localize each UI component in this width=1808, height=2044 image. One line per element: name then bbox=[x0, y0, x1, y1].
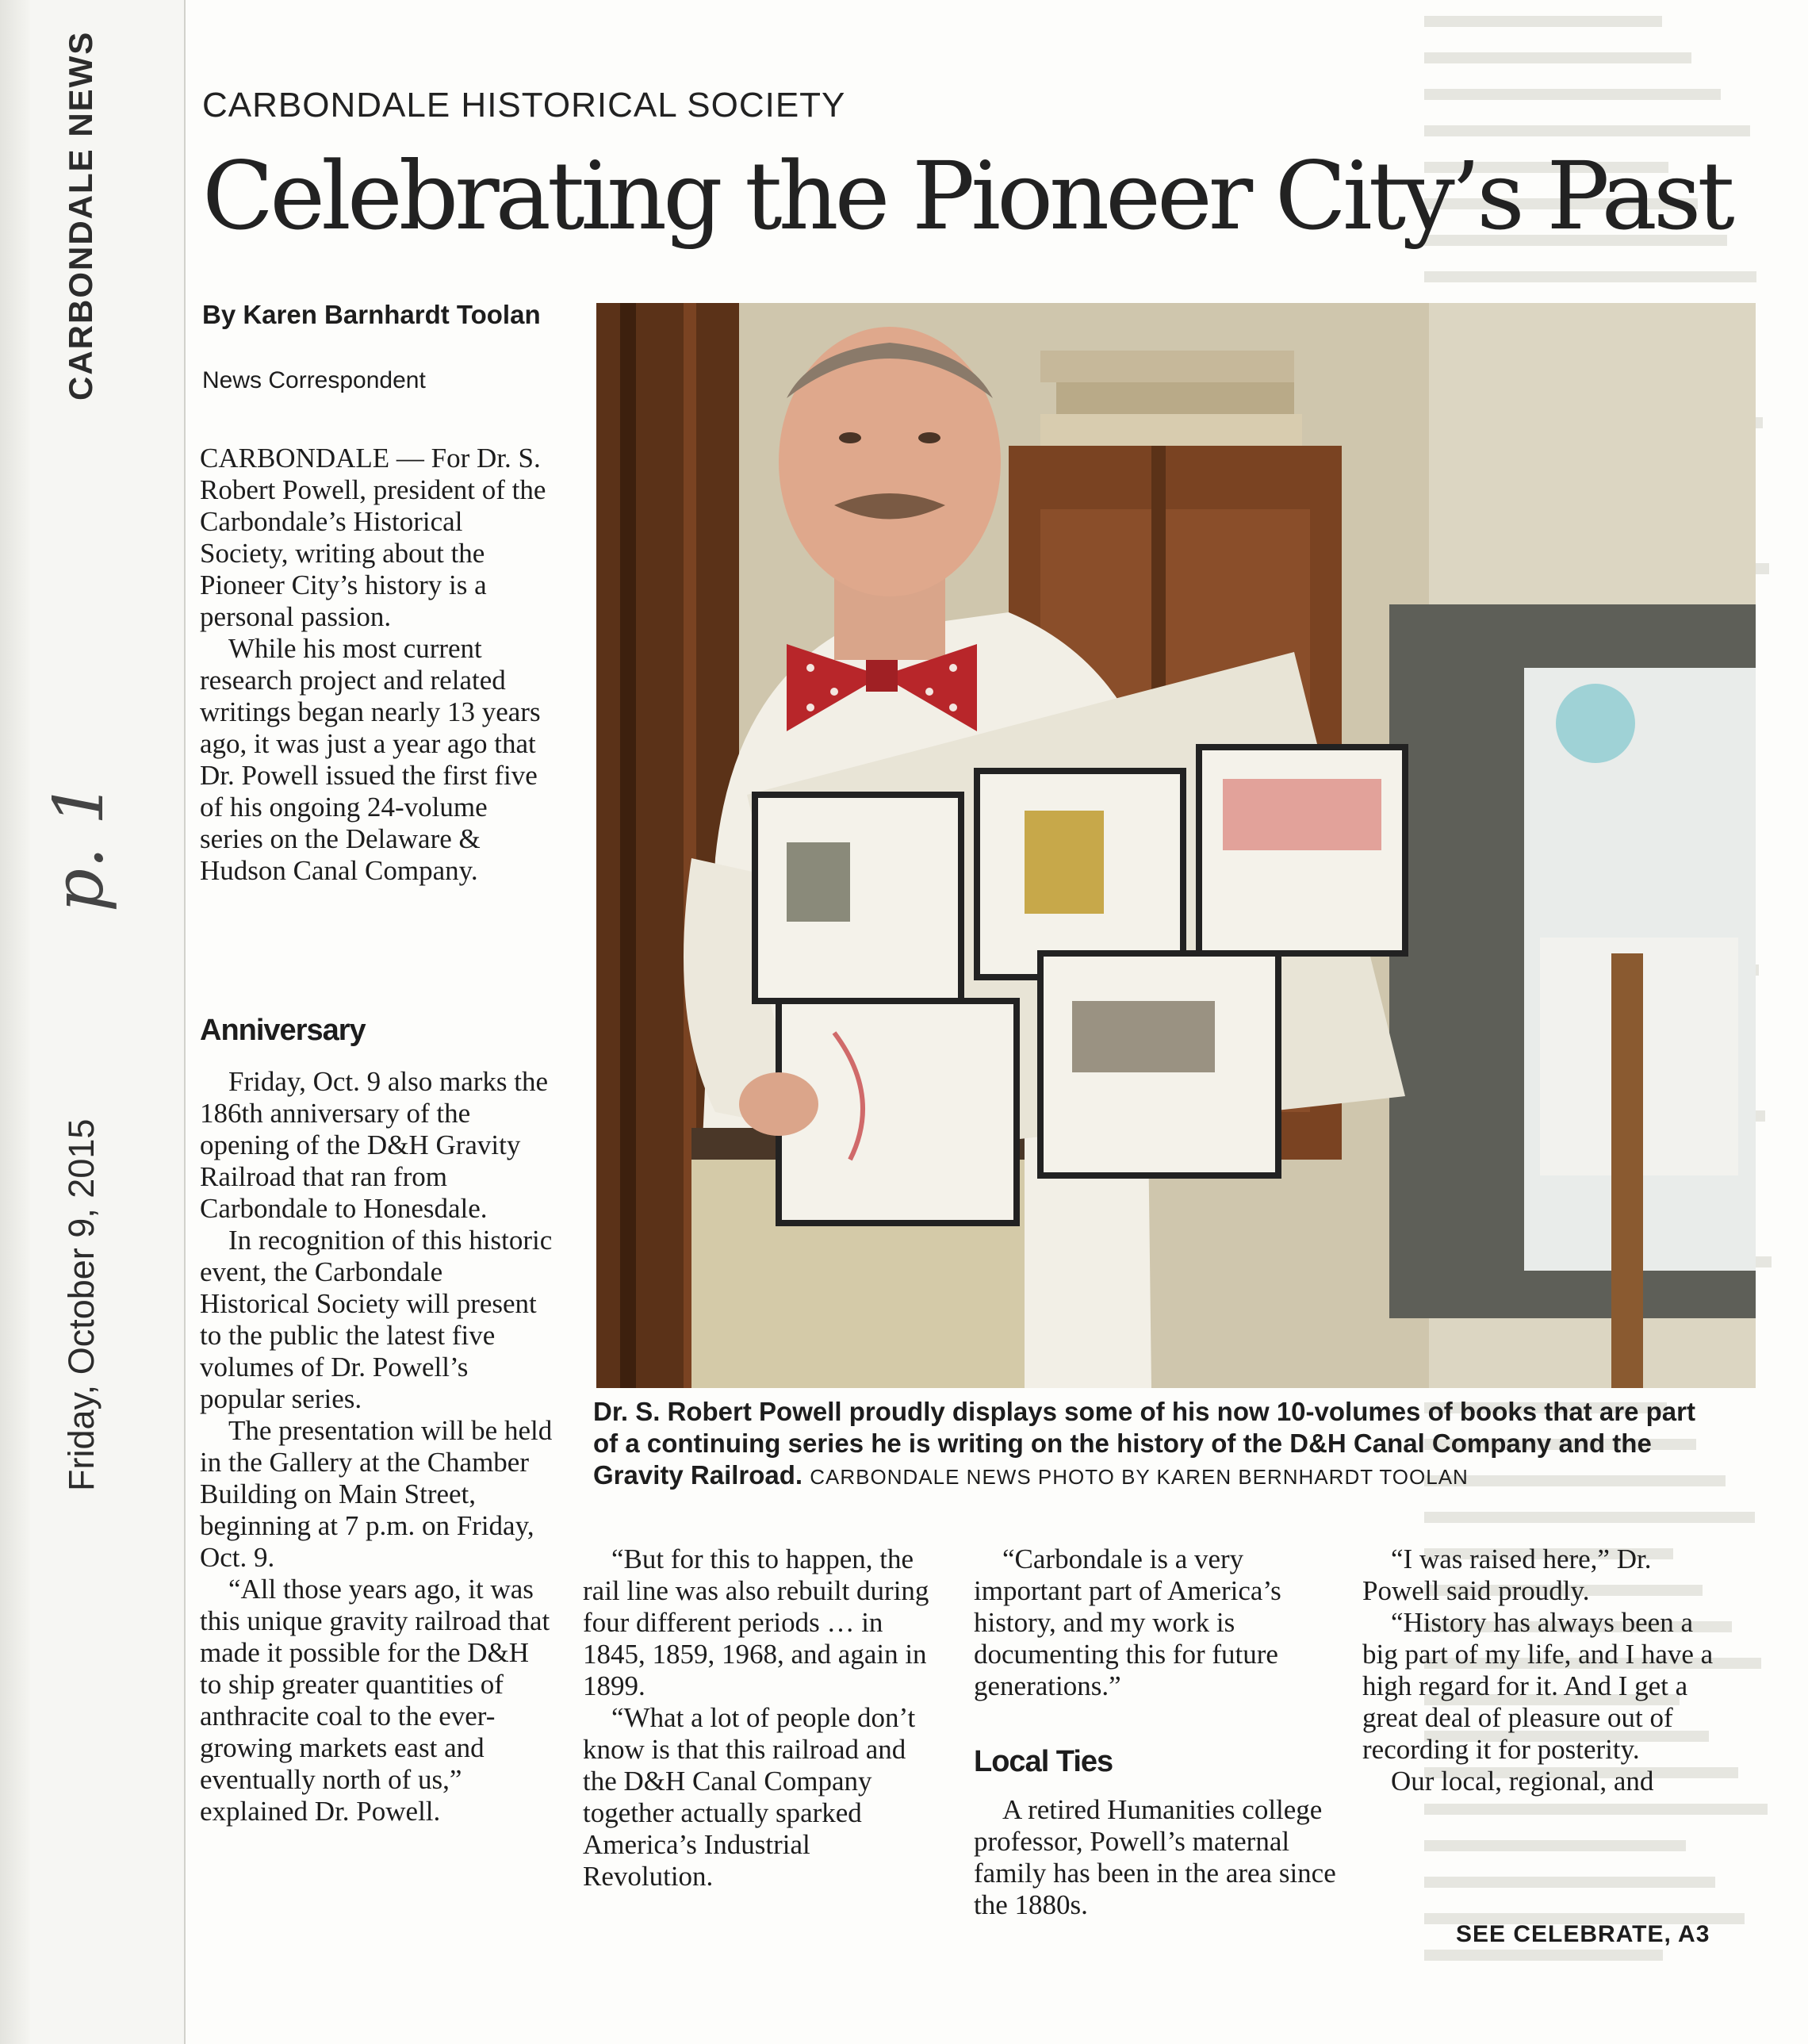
paragraph: In recognition of this historic event, the Carbondale Historical Society will present to the public the latest five volumes of Dr. Powell’s popular series. bbox=[200, 1225, 553, 1414]
faded-text-line bbox=[1424, 89, 1721, 100]
faded-text-line bbox=[1424, 271, 1756, 282]
paragraph: Our local, regional, and bbox=[1391, 1766, 1654, 1797]
faded-text-line bbox=[1424, 1512, 1755, 1523]
article-column-4 bbox=[1362, 1544, 1727, 1797]
paragraph: While his most current research project and related writings began nearly 13 years ago, it was just a year ago that Dr. Powell issued the first five of his ongoing 24-volume series on the Delaware & Hudson Canal Company. bbox=[200, 633, 541, 886]
article-column-2 bbox=[583, 1544, 944, 1893]
paragraph: “What a lot of people don’t know is that this railroad and the D&H Canal Company together actually sparked America’s Industrial Revolution. bbox=[583, 1702, 916, 1892]
article-column-1-top bbox=[200, 443, 557, 887]
paragraph: “But for this to happen, the rail line was also rebuilt during four different periods … in 1845, 1859, 1968, and again in 1899. bbox=[583, 1544, 929, 1701]
article-column-1-bottom bbox=[200, 1066, 557, 1827]
faded-text-line bbox=[1424, 1877, 1715, 1888]
photo-credit: CARBONDALE NEWS PHOTO BY KAREN BERNHARDT TOOLAN bbox=[810, 1465, 1469, 1489]
scan-fold-shadow bbox=[0, 0, 30, 2044]
article-photo bbox=[596, 303, 1756, 1388]
paragraph: The presentation will be held in the Gallery at the Chamber Building on Main Street, beginning at 7 p.m. on Friday, Oct. 9. bbox=[200, 1415, 553, 1573]
paragraph: “All those years ago, it was this unique gravity railroad that made it possible for the D&H to ship greater quantities of anthracite coal to the ever-growing markets east and eventually north of us,” explained Dr. Powell. bbox=[200, 1574, 550, 1827]
section-kicker: CARBONDALE HISTORICAL SOCIETY bbox=[202, 86, 846, 125]
faded-text-line bbox=[1424, 16, 1662, 27]
subhead-local-ties: Local Ties bbox=[974, 1745, 1113, 1778]
headline: Celebrating the Pioneer City’s Past bbox=[202, 141, 1731, 251]
photo-caption bbox=[593, 1396, 1727, 1493]
subhead-anniversary: Anniversary bbox=[200, 1014, 366, 1047]
caption-text: Dr. S. Robert Powell proudly displays some of his now 10-volumes of books that are part of a continuing series he is writing on the history of the D&H Canal Company and the Gravity Railroad. bbox=[593, 1397, 1695, 1490]
paragraph: CARBONDALE — For Dr. S. Robert Powell, president of the Carbondale’s Historical Society, writing about the Pioneer City’s history is a personal passion. bbox=[200, 443, 546, 632]
photo-illustration bbox=[596, 303, 1756, 1388]
paragraph: “History has always been a big part of my life, and I have a high regard for it. And I get a great deal of pleasure out of recording it for posterity. bbox=[1362, 1607, 1714, 1765]
handwritten-page-note: p. 1 bbox=[40, 781, 119, 912]
publication-date: Friday, October 9, 2015 bbox=[61, 1118, 102, 1491]
newspaper-name: CARBONDALE NEWS bbox=[62, 30, 99, 401]
paragraph: A retired Humanities college professor, Powell’s maternal family has been in the area since the 1880s. bbox=[974, 1794, 1336, 1920]
paragraph: “Carbondale is a very important part of America’s history, and my work is documenting this for future generations.” bbox=[974, 1544, 1281, 1701]
faded-text-line bbox=[1424, 125, 1750, 136]
byline-role: News Correspondent bbox=[202, 367, 426, 393]
paragraph: “I was raised here,” Dr. Powell said proudly. bbox=[1362, 1544, 1652, 1606]
article-column-3-bottom bbox=[974, 1794, 1339, 1921]
adjacent-column-bleed-top bbox=[187, 0, 607, 71]
byline: By Karen Barnhardt Toolan bbox=[202, 300, 541, 329]
paragraph: Friday, Oct. 9 also marks the 186th anniversary of the opening of the D&H Gravity Railroad that ran from Carbondale to Honesdale. bbox=[200, 1066, 549, 1224]
faded-text-line bbox=[1424, 1840, 1686, 1851]
article-column-3 bbox=[974, 1544, 1339, 1702]
faded-text-line bbox=[1424, 1950, 1663, 1961]
jump-line: SEE CELEBRATE, A3 bbox=[1456, 1921, 1710, 1947]
faded-text-line bbox=[1424, 1804, 1768, 1815]
faded-text-line bbox=[1424, 52, 1691, 63]
